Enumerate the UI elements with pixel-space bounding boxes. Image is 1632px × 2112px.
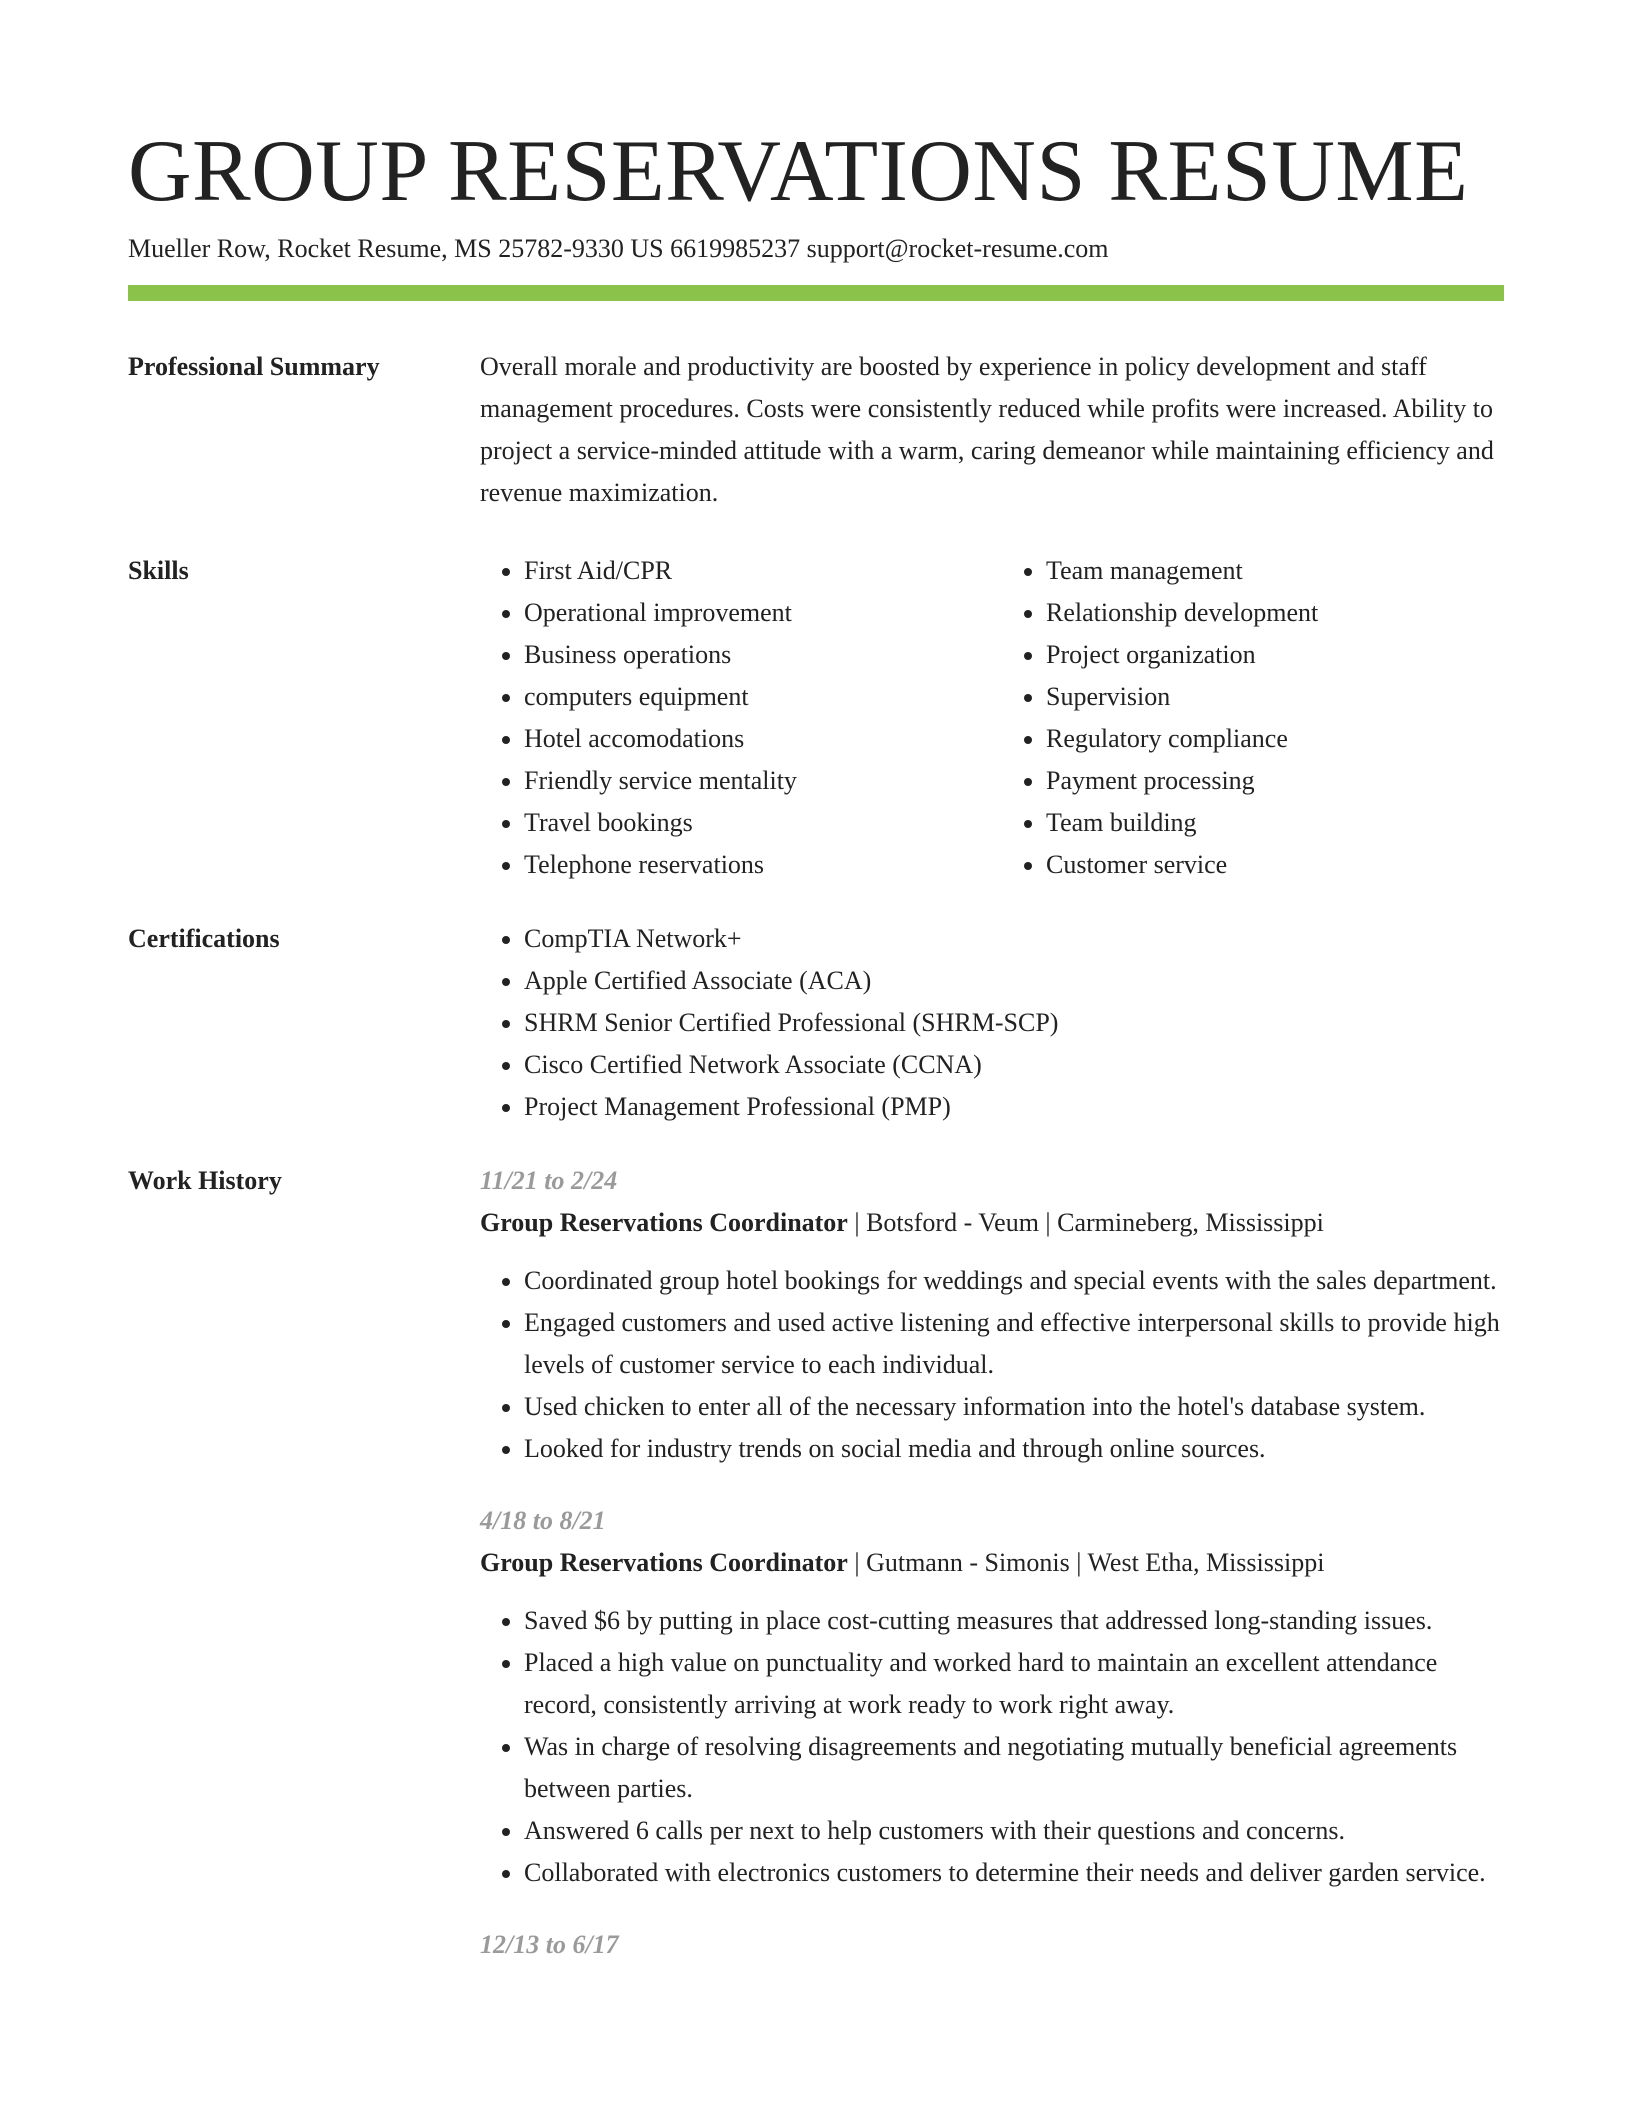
skill-item: • Business operations	[524, 634, 982, 676]
job-bullet: • Used chicken to enter all of the necessary information into the hotel's database system.	[524, 1386, 1504, 1428]
certifications-list	[480, 918, 1504, 1128]
job-bullets	[480, 1600, 1504, 1894]
skill-item: • Travel bookings	[524, 802, 982, 844]
summary-text: Overall morale and productivity are boosted by experience in policy development and staff management procedures. Costs were consistently reduced while profits were increased. Ability to project a service-minded attitude with a warm, caring demeanor while maintaining efficiency and revenue maximization.	[480, 352, 1494, 507]
job-entry	[480, 1924, 1504, 1966]
contact-line: Mueller Row, Rocket Resume, MS 25782-9330 US 6619985237 support@rocket-resume.com	[128, 234, 1109, 263]
skill-item: • Project organization	[1046, 634, 1504, 676]
job-bullet: • Collaborated with electronics customers to determine their needs and deliver garden service.	[524, 1852, 1504, 1894]
skill-item: • Hotel accomodations	[524, 718, 982, 760]
certifications-body	[480, 918, 1504, 1128]
job-details: | Gutmann - Simonis | West Etha, Mississippi	[847, 1548, 1325, 1577]
certification-item: • Project Management Professional (PMP)	[524, 1086, 1504, 1128]
work-history-body	[480, 1160, 1504, 1996]
job-bullet: • Engaged customers and used active listening and effective interpersonal skills to provide high levels of customer service to each individual.	[524, 1302, 1504, 1386]
skills-label: Skills	[128, 556, 189, 585]
summary-body	[480, 346, 1504, 514]
job-heading	[480, 1202, 1504, 1244]
job-bullet: • Placed a high value on punctuality and worked hard to maintain an excellent attendance record, consistently arriving at work ready to work right away.	[524, 1642, 1504, 1726]
summary-label: Professional Summary	[128, 352, 380, 381]
skill-item: • Telephone reservations	[524, 844, 982, 886]
skill-item: • Regulatory compliance	[1046, 718, 1504, 760]
certifications-label: Certifications	[128, 924, 280, 953]
job-bullet: • Was in charge of resolving disagreements and negotiating mutually beneficial agreements between parties.	[524, 1726, 1504, 1810]
accent-divider	[128, 285, 1504, 301]
skill-item: • Friendly service mentality	[524, 760, 982, 802]
job-bullet: • Saved $6 by putting in place cost-cutting measures that addressed long-standing issues.	[524, 1600, 1504, 1642]
skill-item: • Team management	[1046, 550, 1504, 592]
skills-body	[480, 550, 1504, 886]
work-history-label: Work History	[128, 1166, 282, 1195]
skill-item: • Relationship development	[1046, 592, 1504, 634]
job-bullet: • Answered 6 calls per next to help customers with their questions and concerns.	[524, 1810, 1504, 1852]
skill-item: • Team building	[1046, 802, 1504, 844]
job-dates: 4/18 to 8/21	[480, 1506, 606, 1535]
skills-list-left	[480, 550, 982, 886]
job-bullet: • Coordinated group hotel bookings for weddings and special events with the sales department.	[524, 1260, 1504, 1302]
job-entry	[480, 1160, 1504, 1470]
skill-item: • Supervision	[1046, 676, 1504, 718]
job-dates: 12/13 to 6/17	[480, 1930, 619, 1959]
certification-item: • Apple Certified Associate (ACA)	[524, 960, 1504, 1002]
job-entry	[480, 1500, 1504, 1894]
job-bullets	[480, 1260, 1504, 1470]
job-dates: 11/21 to 2/24	[480, 1166, 618, 1195]
resume-title: GROUP RESERVATIONS RESUME	[128, 123, 1469, 220]
job-heading	[480, 1542, 1504, 1584]
skill-item: • Operational improvement	[524, 592, 982, 634]
certification-item: • CompTIA Network+	[524, 918, 1504, 960]
job-bullet: • Looked for industry trends on social media and through online sources.	[524, 1428, 1504, 1470]
job-title: Group Reservations Coordinator	[480, 1208, 848, 1237]
skill-item: • First Aid/CPR	[524, 550, 982, 592]
job-title: Group Reservations Coordinator	[480, 1548, 848, 1577]
skill-item: • Customer service	[1046, 844, 1504, 886]
job-details: | Botsford - Veum | Carmineberg, Mississippi	[847, 1208, 1324, 1237]
skill-item: • computers equipment	[524, 676, 982, 718]
certification-item: • Cisco Certified Network Associate (CCNA)	[524, 1044, 1504, 1086]
skills-list-right	[1002, 550, 1504, 886]
skill-item: • Payment processing	[1046, 760, 1504, 802]
certification-item: • SHRM Senior Certified Professional (SHRM-SCP)	[524, 1002, 1504, 1044]
